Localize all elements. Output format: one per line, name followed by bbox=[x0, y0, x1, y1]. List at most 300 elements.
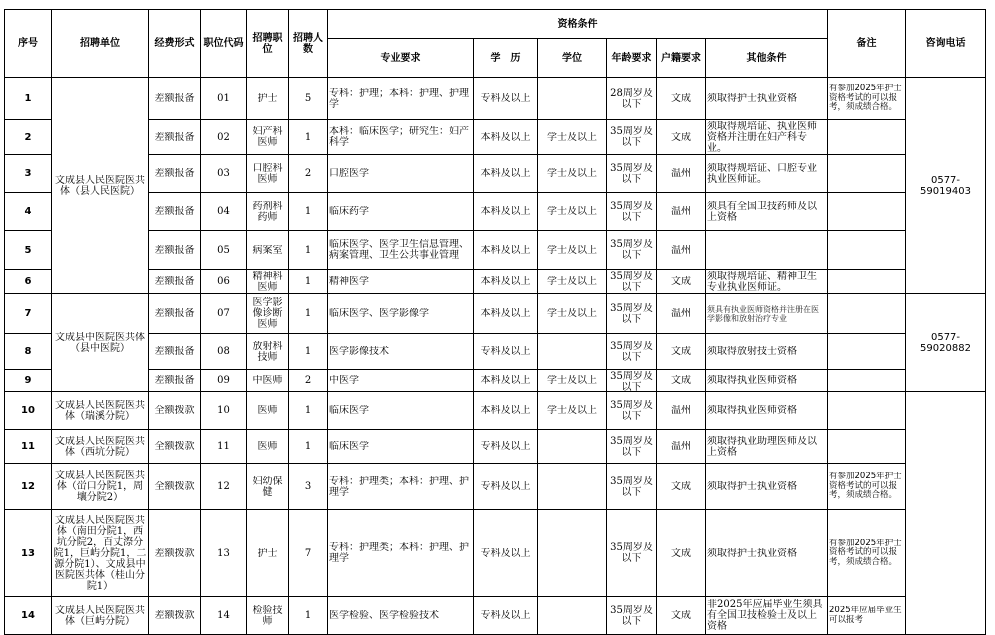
cell-degree-text: 学士及以上 bbox=[547, 405, 597, 416]
cell-seq-text: 1 bbox=[24, 93, 32, 104]
cell-hukou bbox=[657, 155, 706, 193]
cell-seq bbox=[5, 120, 52, 155]
cell-count bbox=[289, 155, 328, 193]
cell-age-text: 35周岁及以下 bbox=[610, 604, 653, 627]
cell-seq-text: 10 bbox=[21, 405, 35, 416]
cell-unit-text: 文成县人民医院医共体（瑞溪分院） bbox=[55, 399, 145, 422]
cell-other bbox=[706, 464, 828, 510]
cell-education-text: 本科及以上 bbox=[480, 276, 531, 287]
cell-funding bbox=[149, 510, 201, 597]
cell-phone-group-2-text: 0577-59020882 bbox=[920, 331, 971, 354]
cell-remarks bbox=[828, 430, 906, 464]
cell-position-text: 妇产科医师 bbox=[252, 126, 283, 148]
cell-phone-group-2 bbox=[906, 294, 986, 392]
cell-education bbox=[474, 155, 538, 193]
table-row bbox=[5, 155, 986, 193]
cell-position-text: 药剂科药师 bbox=[252, 200, 283, 223]
cell-position-text: 医师 bbox=[257, 405, 278, 416]
header-code: 职位代码 bbox=[201, 10, 247, 78]
cell-degree-text: 学士及以上 bbox=[547, 276, 597, 287]
cell-remarks-text: 有参加2025年护士资格考试的可以报考，须成绩合格。 bbox=[829, 472, 902, 501]
cell-position bbox=[247, 430, 289, 464]
cell-degree bbox=[538, 392, 607, 430]
header-education: 学 历 bbox=[474, 39, 538, 78]
header-age: 年龄要求 bbox=[607, 39, 657, 78]
cell-funding bbox=[149, 370, 201, 392]
cell-funding bbox=[149, 392, 201, 430]
cell-major bbox=[328, 231, 474, 270]
cell-education bbox=[474, 334, 538, 370]
table-row bbox=[5, 430, 986, 464]
cell-position-text: 妇幼保健 bbox=[252, 475, 283, 498]
cell-unit bbox=[52, 464, 149, 510]
cell-degree bbox=[538, 78, 607, 120]
cell-funding-text: 差额拨款 bbox=[154, 610, 195, 621]
table-body bbox=[5, 10, 986, 635]
cell-other-text: 须取得执业医师资格 bbox=[707, 375, 797, 386]
cell-hukou-text: 温州 bbox=[671, 441, 691, 452]
cell-remarks bbox=[828, 231, 906, 270]
cell-degree bbox=[538, 510, 607, 597]
cell-remarks-text: 有参加2025年护士资格考试的可以报考，须成绩合格。 bbox=[829, 538, 902, 567]
cell-count bbox=[289, 510, 328, 597]
cell-seq-text: 5 bbox=[24, 244, 32, 256]
cell-hukou bbox=[657, 510, 706, 597]
cell-other-text: 须具有执业医师资格并注册在医学影像和放射治疗专业 bbox=[707, 304, 819, 323]
cell-other bbox=[706, 78, 828, 120]
cell-count bbox=[289, 392, 328, 430]
cell-degree-text: 学士及以上 bbox=[547, 375, 597, 386]
cell-funding bbox=[149, 294, 201, 334]
cell-count-text: 2 bbox=[304, 375, 312, 386]
cell-remarks bbox=[828, 597, 906, 635]
cell-other bbox=[706, 193, 828, 231]
cell-count bbox=[289, 231, 328, 270]
cell-count-text: 7 bbox=[304, 547, 312, 559]
cell-position bbox=[247, 120, 289, 155]
cell-count-text: 1 bbox=[304, 405, 312, 416]
cell-age-text: 35周岁及以下 bbox=[610, 302, 653, 325]
cell-major bbox=[328, 120, 474, 155]
cell-position-text: 放射科技师 bbox=[252, 340, 283, 363]
header-seq: 序号 bbox=[5, 10, 52, 78]
cell-age-text: 35周岁及以下 bbox=[610, 270, 653, 293]
cell-education bbox=[474, 392, 538, 430]
cell-hukou-text: 文成 bbox=[671, 131, 691, 143]
cell-hukou-text: 文成 bbox=[671, 481, 691, 492]
cell-age bbox=[607, 464, 657, 510]
cell-hukou-text: 文成 bbox=[671, 375, 691, 386]
table-row bbox=[5, 510, 986, 597]
cell-education bbox=[474, 370, 538, 392]
cell-major bbox=[328, 430, 474, 464]
cell-education bbox=[474, 120, 538, 155]
cell-position-text: 检验技师 bbox=[252, 604, 283, 627]
cell-remarks-text: 有参加2025年护士资格考试的可以报考，须成绩合格。 bbox=[829, 84, 902, 113]
cell-unit-group-1 bbox=[52, 78, 149, 294]
cell-seq-text: 8 bbox=[24, 346, 32, 357]
cell-age-text: 35周岁及以下 bbox=[610, 370, 653, 391]
cell-hukou-text: 文成 bbox=[671, 346, 691, 357]
cell-age bbox=[607, 294, 657, 334]
cell-position-text: 护士 bbox=[257, 547, 278, 559]
cell-major bbox=[328, 510, 474, 597]
cell-other bbox=[706, 294, 828, 334]
cell-hukou bbox=[657, 270, 706, 294]
cell-major bbox=[328, 392, 474, 430]
header-position: 招聘职位 bbox=[247, 10, 289, 78]
cell-unit-group-1-text: 文成县人民医院医共体（县人民医院） bbox=[55, 174, 145, 197]
cell-major-text: 临床医学、医学影像学 bbox=[329, 308, 429, 319]
cell-major-text: 医学影像技术 bbox=[329, 346, 389, 357]
cell-major-text: 口腔医学 bbox=[329, 168, 369, 179]
cell-seq bbox=[5, 193, 52, 231]
cell-age bbox=[607, 392, 657, 430]
cell-age-text: 35周岁及以下 bbox=[610, 200, 653, 223]
cell-age-text: 35周岁及以下 bbox=[610, 162, 653, 185]
cell-count-text: 1 bbox=[304, 206, 312, 217]
cell-code-text: 01 bbox=[217, 93, 230, 104]
cell-count bbox=[289, 430, 328, 464]
cell-code bbox=[201, 392, 247, 430]
cell-funding-text: 差额报备 bbox=[154, 346, 195, 357]
cell-code bbox=[201, 120, 247, 155]
cell-other bbox=[706, 510, 828, 597]
cell-other-text: 须取得规培证、执业医师资格并注册在妇产科专业。 bbox=[707, 120, 817, 154]
cell-other bbox=[706, 430, 828, 464]
cell-major-text: 临床医学 bbox=[329, 405, 369, 416]
cell-code bbox=[201, 155, 247, 193]
cell-remarks bbox=[828, 155, 906, 193]
cell-code bbox=[201, 78, 247, 120]
cell-hukou bbox=[657, 231, 706, 270]
table-row bbox=[5, 231, 986, 270]
cell-position-text: 医师 bbox=[257, 441, 278, 452]
cell-funding bbox=[149, 193, 201, 231]
table-row bbox=[5, 78, 986, 120]
cell-degree-text: 学士及以上 bbox=[547, 168, 597, 179]
cell-count bbox=[289, 294, 328, 334]
cell-position-text: 病案室 bbox=[252, 244, 283, 256]
cell-hukou-text: 温州 bbox=[671, 206, 691, 217]
cell-major-text: 精神医学 bbox=[329, 276, 369, 287]
cell-education-text: 专科及以上 bbox=[480, 610, 531, 621]
cell-position bbox=[247, 78, 289, 120]
cell-education bbox=[474, 270, 538, 294]
cell-seq bbox=[5, 334, 52, 370]
cell-age-text: 35周岁及以下 bbox=[610, 435, 653, 458]
cell-funding-text: 差额报备 bbox=[154, 93, 195, 104]
cell-age bbox=[607, 78, 657, 120]
cell-education-text: 专科及以上 bbox=[480, 547, 531, 559]
cell-code-text: 08 bbox=[217, 346, 230, 357]
cell-hukou bbox=[657, 597, 706, 635]
cell-age bbox=[607, 430, 657, 464]
cell-age bbox=[607, 597, 657, 635]
cell-code bbox=[201, 370, 247, 392]
cell-other bbox=[706, 155, 828, 193]
cell-count bbox=[289, 334, 328, 370]
cell-count-text: 1 bbox=[304, 244, 312, 256]
cell-position-text: 口腔科医师 bbox=[252, 162, 283, 185]
cell-funding bbox=[149, 597, 201, 635]
cell-position bbox=[247, 510, 289, 597]
cell-code-text: 12 bbox=[217, 481, 230, 492]
cell-age bbox=[607, 370, 657, 392]
cell-major bbox=[328, 270, 474, 294]
cell-seq-text: 3 bbox=[24, 168, 32, 179]
cell-seq bbox=[5, 78, 52, 120]
cell-major-text: 临床医学 bbox=[329, 441, 369, 452]
cell-major bbox=[328, 155, 474, 193]
cell-education-text: 本科及以上 bbox=[480, 206, 531, 217]
cell-funding bbox=[149, 464, 201, 510]
cell-unit bbox=[52, 597, 149, 635]
cell-funding bbox=[149, 78, 201, 120]
cell-code-text: 13 bbox=[217, 547, 230, 559]
cell-count bbox=[289, 120, 328, 155]
cell-education bbox=[474, 294, 538, 334]
cell-position-text: 中医师 bbox=[252, 375, 283, 386]
cell-funding-text: 全额拨款 bbox=[154, 405, 195, 416]
cell-education bbox=[474, 231, 538, 270]
cell-degree bbox=[538, 120, 607, 155]
cell-major-text: 临床医学、医学卫生信息管理、病案管理、卫生公共事业管理 bbox=[329, 239, 469, 261]
header-degree: 学位 bbox=[538, 39, 607, 78]
cell-code-text: 06 bbox=[217, 276, 230, 287]
cell-count-text: 1 bbox=[304, 308, 312, 319]
cell-code bbox=[201, 270, 247, 294]
cell-age-text: 35周岁及以下 bbox=[610, 475, 653, 498]
cell-other bbox=[706, 370, 828, 392]
cell-seq-text: 13 bbox=[21, 547, 35, 559]
cell-remarks bbox=[828, 334, 906, 370]
cell-other-text: 非2025年应届毕业生须具有全国卫技检验士及以上资格 bbox=[707, 599, 823, 632]
cell-remarks bbox=[828, 294, 906, 334]
cell-count-text: 1 bbox=[304, 441, 312, 452]
cell-count bbox=[289, 464, 328, 510]
cell-unit-text: 文成县人民医院医共体（峃口分院1，周壤分院2） bbox=[55, 470, 145, 503]
cell-count-text: 1 bbox=[304, 610, 312, 621]
cell-major-text: 中医学 bbox=[329, 375, 359, 386]
cell-education bbox=[474, 510, 538, 597]
cell-unit bbox=[52, 430, 149, 464]
cell-unit bbox=[52, 510, 149, 597]
cell-code-text: 11 bbox=[217, 441, 230, 452]
cell-funding-text: 差额报备 bbox=[154, 276, 195, 287]
cell-other-text: 须取得执业助理医师及以上资格 bbox=[707, 435, 817, 458]
cell-education-text: 专科及以上 bbox=[480, 346, 531, 357]
cell-other-text: 须具有全国卫技药师及以上资格 bbox=[707, 200, 817, 223]
cell-position-text: 护士 bbox=[257, 93, 278, 104]
cell-code-text: 07 bbox=[217, 308, 230, 319]
header-row-1 bbox=[5, 10, 986, 39]
cell-seq bbox=[5, 510, 52, 597]
cell-count-text: 1 bbox=[304, 346, 312, 357]
cell-degree-text: 学士及以上 bbox=[547, 131, 597, 143]
cell-count-text: 5 bbox=[304, 93, 312, 104]
cell-age-text: 35周岁及以下 bbox=[610, 542, 653, 564]
cell-education-text: 本科及以上 bbox=[480, 405, 531, 416]
cell-funding-text: 全额拨款 bbox=[154, 481, 195, 492]
cell-funding-text: 全额拨款 bbox=[154, 441, 195, 452]
table-row bbox=[5, 270, 986, 294]
cell-code-text: 09 bbox=[217, 375, 230, 386]
cell-code-text: 03 bbox=[217, 168, 230, 179]
cell-education-text: 专科及以上 bbox=[480, 93, 531, 104]
cell-count bbox=[289, 597, 328, 635]
cell-education-text: 本科及以上 bbox=[480, 244, 531, 256]
cell-hukou bbox=[657, 430, 706, 464]
cell-seq bbox=[5, 464, 52, 510]
cell-code bbox=[201, 430, 247, 464]
cell-hukou bbox=[657, 370, 706, 392]
cell-code-text: 10 bbox=[217, 405, 230, 416]
cell-count-text: 2 bbox=[304, 168, 312, 179]
header-count: 招聘人数 bbox=[289, 10, 328, 78]
cell-code-text: 04 bbox=[217, 206, 230, 217]
cell-seq bbox=[5, 270, 52, 294]
cell-phone-group-1-text: 0577-59019403 bbox=[920, 174, 971, 197]
cell-remarks bbox=[828, 120, 906, 155]
cell-education bbox=[474, 78, 538, 120]
cell-position bbox=[247, 270, 289, 294]
cell-funding bbox=[149, 334, 201, 370]
cell-code bbox=[201, 334, 247, 370]
cell-age bbox=[607, 334, 657, 370]
cell-seq bbox=[5, 392, 52, 430]
cell-position bbox=[247, 193, 289, 231]
cell-position bbox=[247, 294, 289, 334]
cell-seq-text: 6 bbox=[24, 276, 32, 287]
header-unit: 招聘单位 bbox=[52, 10, 149, 78]
cell-seq-text: 9 bbox=[24, 375, 32, 386]
cell-seq-text: 4 bbox=[24, 206, 32, 217]
cell-funding-text: 差额报备 bbox=[154, 244, 195, 256]
cell-other bbox=[706, 231, 828, 270]
cell-degree bbox=[538, 370, 607, 392]
cell-position bbox=[247, 334, 289, 370]
header-funding: 经费形式 bbox=[149, 10, 201, 78]
cell-other bbox=[706, 334, 828, 370]
cell-major-text: 临床药学 bbox=[329, 206, 369, 217]
cell-unit-text: 文成县人民医院医共体（巨屿分院） bbox=[55, 604, 145, 627]
cell-seq bbox=[5, 231, 52, 270]
table-row bbox=[5, 294, 986, 334]
cell-education bbox=[474, 430, 538, 464]
table-row bbox=[5, 193, 986, 231]
cell-seq bbox=[5, 430, 52, 464]
header-hukou: 户籍要求 bbox=[657, 39, 706, 78]
cell-hukou-text: 温州 bbox=[671, 308, 691, 319]
cell-degree bbox=[538, 155, 607, 193]
cell-other bbox=[706, 270, 828, 294]
cell-code bbox=[201, 464, 247, 510]
cell-major-text: 专科：护理；本科：护理、护理学 bbox=[329, 87, 469, 110]
cell-degree bbox=[538, 294, 607, 334]
cell-funding-text: 差额拨款 bbox=[154, 547, 195, 559]
cell-major bbox=[328, 464, 474, 510]
recruitment-table bbox=[4, 9, 986, 635]
cell-other bbox=[706, 597, 828, 635]
cell-hukou bbox=[657, 78, 706, 120]
cell-hukou-text: 温州 bbox=[671, 405, 691, 416]
cell-hukou bbox=[657, 464, 706, 510]
cell-unit-group-2 bbox=[52, 294, 149, 392]
cell-degree-text: 学士及以上 bbox=[547, 244, 597, 256]
cell-funding bbox=[149, 430, 201, 464]
cell-code bbox=[201, 231, 247, 270]
cell-phone-group-1 bbox=[906, 78, 986, 294]
cell-remarks bbox=[828, 370, 906, 392]
cell-age-text: 35周岁及以下 bbox=[610, 239, 653, 261]
cell-code bbox=[201, 294, 247, 334]
cell-degree bbox=[538, 193, 607, 231]
cell-remarks bbox=[828, 392, 906, 430]
cell-seq-text: 7 bbox=[24, 308, 32, 319]
cell-education-text: 本科及以上 bbox=[480, 375, 531, 386]
cell-hukou-text: 温州 bbox=[671, 244, 691, 256]
cell-education bbox=[474, 464, 538, 510]
cell-hukou-text: 文成 bbox=[671, 610, 691, 621]
cell-position bbox=[247, 231, 289, 270]
table-row bbox=[5, 464, 986, 510]
cell-major bbox=[328, 370, 474, 392]
cell-age bbox=[607, 231, 657, 270]
cell-count bbox=[289, 193, 328, 231]
cell-degree-text: 学士及以上 bbox=[547, 206, 597, 217]
cell-other-text: 须取得规培证、精神卫生专业执业医师证。 bbox=[707, 270, 817, 293]
cell-education-text: 专科及以上 bbox=[480, 481, 531, 492]
cell-age-text: 35周岁及以下 bbox=[610, 399, 653, 422]
cell-remarks-text: 2025年应届毕业生可以报考 bbox=[829, 606, 902, 625]
cell-position bbox=[247, 392, 289, 430]
cell-remarks bbox=[828, 464, 906, 510]
cell-code bbox=[201, 597, 247, 635]
cell-count-text: 1 bbox=[304, 276, 312, 287]
cell-hukou bbox=[657, 193, 706, 231]
cell-other-text: 须取得规培证、口腔专业执业医师证。 bbox=[707, 162, 817, 185]
cell-age bbox=[607, 510, 657, 597]
cell-other bbox=[706, 120, 828, 155]
cell-other-text: 须取得执业医师资格 bbox=[707, 405, 797, 416]
cell-funding bbox=[149, 231, 201, 270]
cell-seq bbox=[5, 294, 52, 334]
cell-age bbox=[607, 155, 657, 193]
cell-seq-text: 12 bbox=[21, 481, 35, 492]
cell-remarks bbox=[828, 510, 906, 597]
cell-hukou-text: 文成 bbox=[671, 93, 691, 104]
cell-other-text: 须取得护士执业资格 bbox=[707, 93, 797, 104]
cell-major-text: 医学检验、医学检验技术 bbox=[329, 610, 439, 621]
cell-seq bbox=[5, 155, 52, 193]
cell-hukou bbox=[657, 294, 706, 334]
cell-education bbox=[474, 193, 538, 231]
cell-funding bbox=[149, 155, 201, 193]
cell-major-text: 专科：护理类；本科：护理、护理学 bbox=[329, 475, 469, 498]
cell-major bbox=[328, 334, 474, 370]
cell-code-text: 05 bbox=[217, 244, 230, 256]
cell-other-text: 须取得护士执业资格 bbox=[707, 547, 797, 559]
cell-count-text: 3 bbox=[304, 481, 312, 492]
cell-major-text: 专科：护理类；本科：护理、护理学 bbox=[329, 542, 469, 564]
cell-position bbox=[247, 464, 289, 510]
cell-position bbox=[247, 370, 289, 392]
cell-count bbox=[289, 370, 328, 392]
cell-unit-text: 文成县人民医院医共体（西坑分院） bbox=[55, 435, 145, 458]
cell-hukou-text: 温州 bbox=[671, 168, 691, 179]
cell-seq-text: 14 bbox=[21, 610, 35, 621]
